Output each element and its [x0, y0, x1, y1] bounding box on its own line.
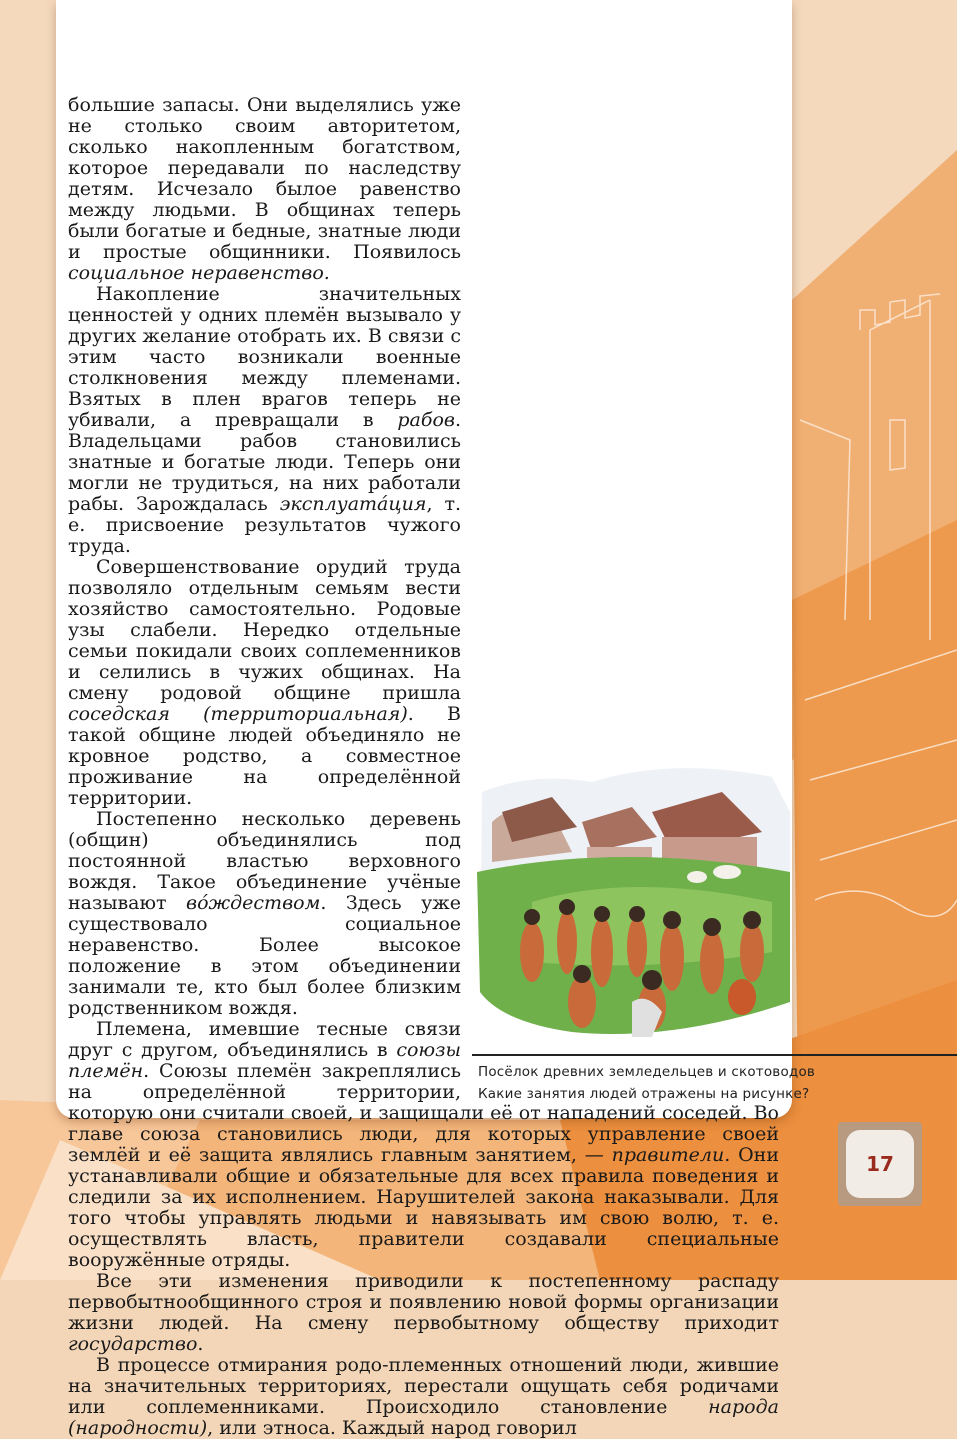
- caption-rule: [472, 1054, 957, 1056]
- settlement-illustration: [472, 752, 792, 1042]
- paragraph-5: Племена, имевшие тесные связи друг с другом, объединялись в союзы племён. Союзы племён закреплялись на определённой территории, которую они считали своей, и защищали её от нападений соседей. Во главе союза становились люди, для которых управление своей землёй и её защита являлись главным занятием, — правители. Они устанавливали общие и обязательные для всех правила поведения и следили за их исполнением. Нарушителей закона наказывали. Для того чтобы управлять людьми и навязывать им свою волю, т. е. осуществлять власть, правители создавали специальные вооружённые отряды.: [68, 1018, 780, 1271]
- figure-caption: [478, 1061, 948, 1105]
- paragraph-4: Постепенно несколько деревень (общин) объединялись под постоянной властью верховного вождя. Такое объединение учёные называют во́ждеством. Здесь уже существовало социальное неравенство. Более высокое положение в этом объединении занимали те, кто был более близким родственником вождя.: [68, 808, 461, 1019]
- paragraph-7: В процессе отмирания родо-племенных отношений люди, жившие на значительных территориях, перестали ощущать себя родичами или соплеменниками. Происходило становление народа (народности), или этноса. Каждый народ говорил: [68, 1354, 779, 1439]
- paragraph-3: Совершенствование орудий труда позволяло отдельным семьям вести хозяйство самостоятельно. Родовые узы слабели. Нередко отдельные семьи покидали своих соплеменников и селились в чужих общинах. На смену родовой общине пришла соседская (территориальная). В такой общине людей объединяло не кровное родство, а совместное проживание на определённой территории.: [68, 556, 461, 809]
- caption-title: Посёлок древних земледельцев и скотоводов: [478, 1064, 816, 1080]
- paragraph-2: Накопление значительных ценностей у одних племён вызывало у других желание отобрать их. В связи с этим часто возникали военные столкновения между племенами. Взятых в плен врагов теперь не убивали, а превращали в рабов. Владельцами рабов становились знатные и богатые люди. Теперь они могли не трудиться, на них работали рабы. Зарождалась эксплуата́ция, т. е. присвоение результатов чужого труда.: [68, 283, 461, 557]
- page-number-box: [838, 1122, 922, 1206]
- paragraph-6: Все эти изменения приводили к постепенному распаду первобытнообщинного строя и появлению новой формы организации жизни людей. На смену первобытному обществу приходит государство.: [68, 1270, 779, 1355]
- paragraph-1: большие запасы. Они выделялись уже не столько своим авторитетом, сколько накопленным богатством, которое передавали по наследству детям. Исчезало былое равенство между людьми. В общинах теперь были богатые и бедные, знатные люди и простые общинники. Появилось социальное неравенство.: [68, 94, 461, 284]
- page-number: 17: [846, 1130, 914, 1198]
- caption-question: Какие занятия людей отражены на рисунке?: [478, 1086, 810, 1102]
